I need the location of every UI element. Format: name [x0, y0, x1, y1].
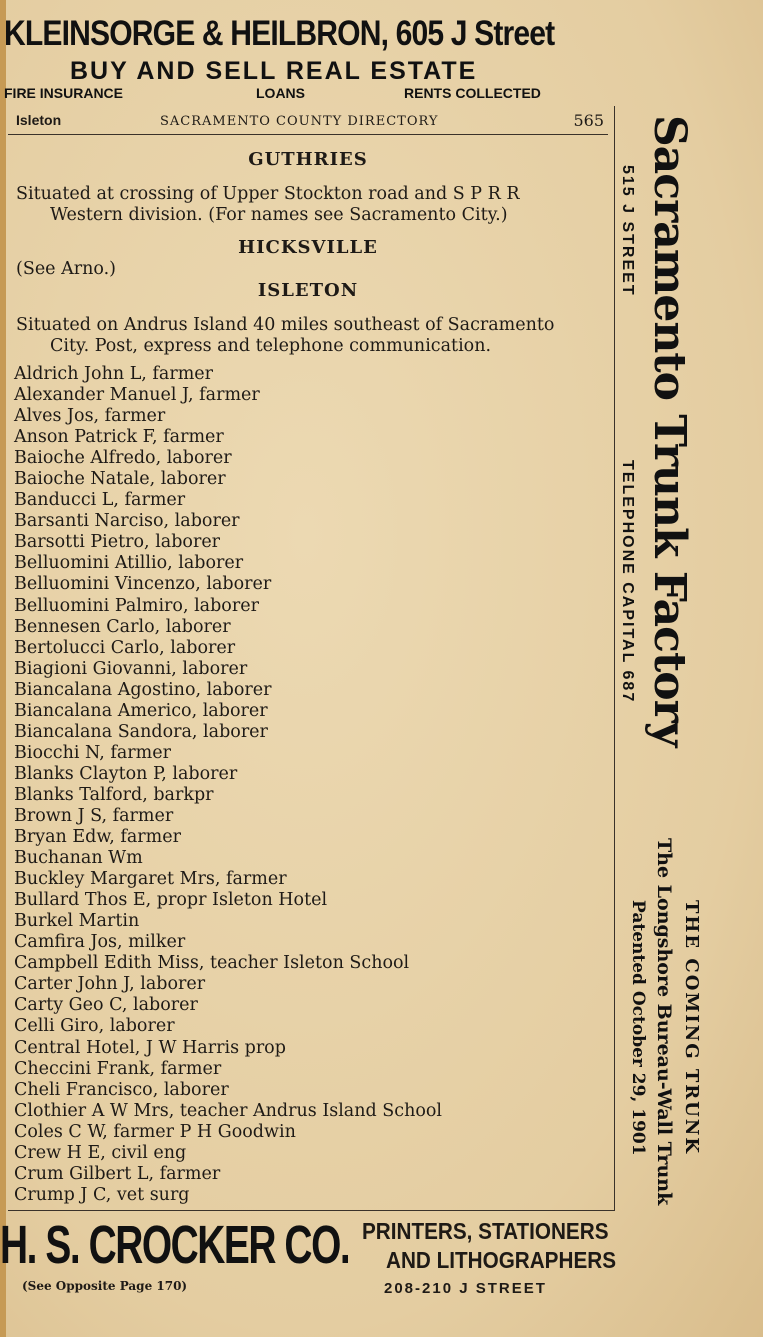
section-title-hicksville: HICKSVILLE — [238, 237, 378, 258]
directory-entry: Brown J S, farmer — [14, 805, 174, 826]
header-place: Isleton — [16, 112, 62, 128]
guthries-line-2: Western division. (For names see Sacramento City.) — [50, 205, 508, 225]
directory-entry: Baioche Alfredo, laborer — [14, 448, 232, 469]
directory-entry: Crew H E, civil eng — [14, 1142, 187, 1163]
isleton-line-1: Situated on Andrus Island 40 miles southeast of Sacramento — [16, 315, 555, 335]
directory-entry: Buckley Margaret Mrs, farmer — [14, 869, 287, 890]
directory-entry: Coles C W, farmer P H Goodwin — [14, 1121, 296, 1142]
directory-entry: Bullard Thos E, propr Isleton Hotel — [14, 890, 328, 911]
top-ad-fire-insurance: FIRE INSURANCE — [4, 85, 124, 101]
directory-entry: Clothier A W Mrs, teacher Andrus Island School — [14, 1100, 443, 1121]
directory-entry: Biagioni Giovanni, laborer — [14, 658, 248, 679]
directory-entry: Crump J C, vet surg — [14, 1184, 190, 1205]
section-title-isleton: ISLETON — [257, 280, 359, 301]
directory-entry: Campbell Edith Miss, teacher Isleton School — [14, 953, 410, 974]
directory-entry: Banducci L, farmer — [14, 490, 186, 511]
directory-entry: Belluomini Palmiro, laborer — [14, 595, 259, 616]
isleton-line-2: City. Post, express and telephone communication. — [50, 336, 492, 356]
guthries-line-1: Situated at crossing of Upper Stockton road and S P R R — [16, 184, 520, 204]
directory-entry: Baioche Natale, laborer — [14, 469, 226, 490]
directory-entry: Bennesen Carlo, laborer — [14, 616, 231, 637]
page-number: 565 — [573, 111, 604, 130]
bottom-ad-printers: PRINTERS, STATIONERS — [362, 1218, 609, 1244]
header-directory-title: SACRAMENTO COUNTY DIRECTORY — [160, 114, 439, 129]
directory-entry: Alexander Manuel J, farmer — [14, 385, 260, 406]
section-title-guthries: GUTHRIES — [248, 149, 368, 170]
side-ad-coming-trunk: THE COMING TRUNK — [681, 900, 702, 1155]
side-ad-trunk-factory: Sacramento Trunk Factory — [644, 115, 695, 747]
guthries-description — [16, 184, 612, 226]
directory-entry: Cheli Francisco, laborer — [14, 1079, 229, 1100]
resident-list — [14, 364, 612, 1206]
directory-entry: Carter John J, laborer — [14, 974, 206, 995]
directory-entry: Belluomini Vincenzo, laborer — [14, 574, 272, 595]
directory-entry: Central Hotel, J W Harris prop — [14, 1037, 286, 1058]
directory-entry: Blanks Talford, barkpr — [14, 784, 214, 805]
bottom-ad-lithographers: AND LITHOGRAPHERS — [386, 1247, 617, 1273]
directory-entry: Blanks Clayton P, laborer — [14, 763, 238, 784]
directory-entry: Biancalana Americo, laborer — [14, 700, 268, 721]
directory-entry: Belluomini Atillio, laborer — [14, 553, 244, 574]
directory-entry: Burkel Martin — [14, 911, 140, 932]
directory-entry: Celli Giro, laborer — [14, 1016, 175, 1037]
directory-entry: Camfira Jos, milker — [14, 932, 186, 953]
top-ad-rents: RENTS COLLECTED — [404, 85, 541, 101]
directory-entry: Alves Jos, farmer — [14, 406, 166, 427]
directory-entry: Bryan Edw, farmer — [14, 827, 181, 848]
directory-entry: Bertolucci Carlo, laborer — [14, 637, 236, 658]
side-ad-longshore: The Longshore Bureau-Wall Trunk — [653, 838, 675, 1206]
side-ad-patented: Patented October 29, 1901 — [628, 900, 648, 1156]
top-ad-tagline: BUY AND SELL REAL ESTATE — [70, 57, 478, 85]
directory-entry: Biancalana Agostino, laborer — [14, 679, 272, 700]
bottom-ad-see-page: (See Opposite Page 170) — [22, 1279, 188, 1293]
bottom-ad-address: 208-210 J STREET — [384, 1280, 547, 1297]
directory-entry: Crum Gilbert L, farmer — [14, 1163, 221, 1184]
directory-entry: Barsanti Narciso, laborer — [14, 511, 240, 532]
hicksville-note: (See Arno.) — [16, 259, 116, 279]
directory-entry: Buchanan Wm — [14, 848, 143, 869]
directory-entry: Carty Geo C, laborer — [14, 995, 198, 1016]
directory-entry: Anson Patrick F, farmer — [14, 427, 224, 448]
side-ad-telephone: TELEPHONE CAPITAL 687 — [619, 460, 636, 704]
page-edge — [0, 0, 6, 1337]
directory-entry: Biocchi N, farmer — [14, 742, 171, 763]
directory-entry: Aldrich John L, farmer — [14, 364, 214, 384]
side-ad-address: 515 J STREET — [619, 165, 636, 297]
directory-entry: Checcini Frank, farmer — [14, 1058, 222, 1079]
directory-entry: Biancalana Sandora, laborer — [14, 721, 268, 742]
top-ad-loans: LOANS — [256, 85, 305, 101]
isleton-description — [16, 315, 612, 357]
top-ad-title: KLEINSORGE & HEILBRON, 605 J Street — [4, 14, 555, 53]
top-ad-services — [4, 85, 636, 103]
running-header — [8, 112, 608, 135]
bottom-ad-crocker: H. S. CROCKER CO. — [0, 1215, 350, 1275]
directory-entry: Barsotti Pietro, laborer — [14, 532, 221, 553]
